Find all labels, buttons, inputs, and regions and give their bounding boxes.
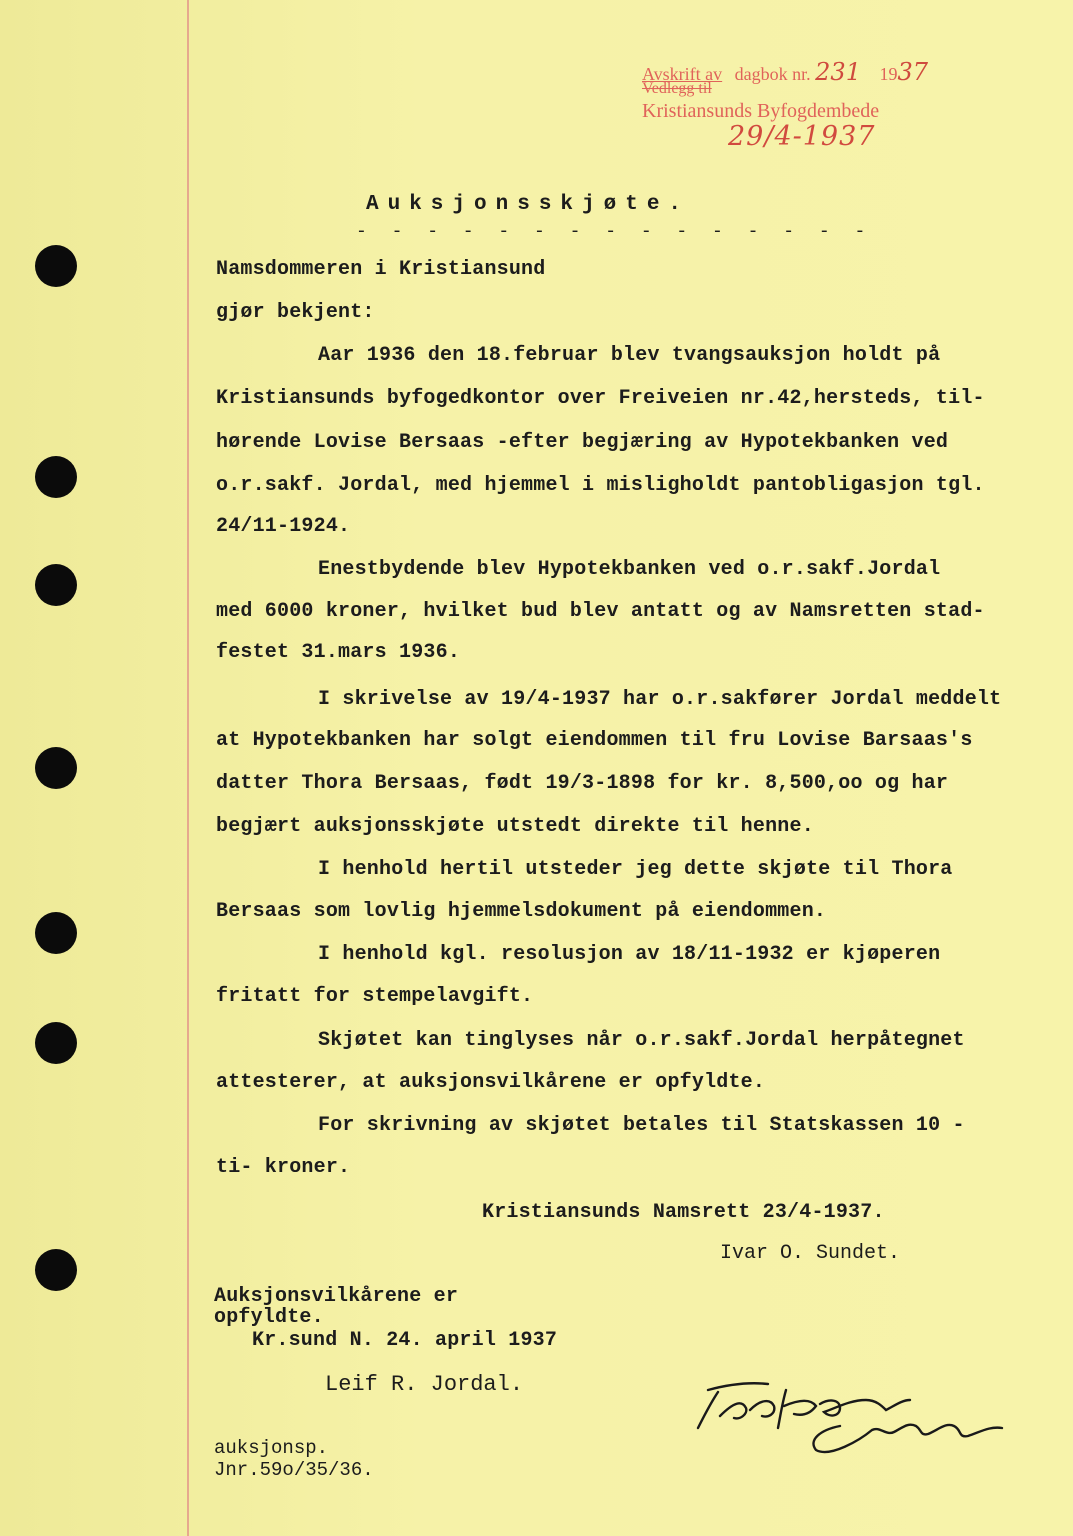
body-line: I henhold hertil utsteder jeg dette skjøte til Thora	[318, 858, 953, 881]
punch-hole	[35, 912, 77, 954]
attest-line: opfyldte.	[214, 1306, 324, 1329]
body-line: o.r.sakf. Jordal, med hjemmel i misligholdt pantobligasjon tgl.	[216, 474, 985, 497]
stamp-dagbok: dagbok nr.	[734, 64, 811, 84]
body-line: ti- kroner.	[216, 1156, 351, 1179]
punch-hole	[35, 747, 77, 789]
body-line: hørende Lovise Bersaas -efter begjæring av Hypotekbanken ved	[216, 431, 949, 454]
body-line: attesterer, at auksjonsvilkårene er opfyldte.	[216, 1071, 766, 1094]
punch-hole	[35, 564, 77, 606]
body-line: datter Thora Bersaas, født 19/3-1898 for kr. 8,500,oo og har	[216, 772, 949, 795]
body-line: I henhold kgl. resolusjon av 18/11-1932 er kjøperen	[318, 943, 941, 966]
footer-line: auksjonsp.	[214, 1437, 329, 1459]
body-line: festet 31.mars 1936.	[216, 641, 461, 664]
body-line: Namsdommeren i Kristiansund	[216, 258, 546, 281]
body-line: Aar 1936 den 18.februar blev tvangsauksjon holdt på	[318, 344, 941, 367]
body-line: Enestbydende blev Hypotekbanken ved o.r.sakf.Jordal	[318, 558, 941, 581]
body-line: at Hypotekbanken har solgt eiendommen til fru Lovise Barsaas's	[216, 729, 973, 752]
attest-line: Auksjonsvilkårene er	[214, 1285, 459, 1308]
body-line: begjært auksjonsskjøte utstedt direkte til henne.	[216, 815, 814, 838]
footer-line: Jnr.59o/35/36.	[214, 1459, 374, 1481]
stamp-line-3: Kristiansunds Byfogdembede	[642, 100, 880, 122]
title-underline: - - - - - - - - - - - - - - -	[356, 222, 873, 242]
margin-rule	[187, 0, 189, 1536]
body-line: fritatt for stempelavgift.	[216, 985, 534, 1008]
body-line: 24/11-1924.	[216, 515, 351, 538]
stamp-line-2: Vedlegg til	[642, 80, 712, 97]
stamp-year-hand: 37	[897, 58, 929, 86]
place-date: Kristiansunds Namsrett 23/4-1937.	[482, 1201, 885, 1224]
body-line: Kristiansunds byfogedkontor over Freiveien nr.42,hersteds, til-	[216, 387, 985, 410]
stamp-year-printed: 19	[879, 64, 898, 84]
body-line: Bersaas som lovlig hjemmelsdokument på eiendommen.	[216, 900, 827, 923]
stamp-date: 29/4-1937	[728, 121, 876, 152]
handwritten-signature	[690, 1370, 1010, 1460]
body-line: Skjøtet kan tinglyses når o.r.sakf.Jordal herpåtegnet	[318, 1029, 965, 1052]
punch-hole	[35, 1022, 77, 1064]
attest-signer: Leif R. Jordal.	[325, 1372, 524, 1397]
punch-hole	[35, 1249, 77, 1291]
stamp-number: 231	[815, 58, 861, 86]
punch-hole	[35, 245, 77, 287]
stamp-prefix: Avskrift av	[642, 64, 723, 84]
body-line: med 6000 kroner, hvilket bud blev antatt og av Namsretten stad-	[216, 600, 985, 623]
document-title: Auksjonsskjøte.	[366, 193, 691, 216]
body-line: gjør bekjent:	[216, 301, 375, 324]
punch-hole	[35, 456, 77, 498]
attest-line: Kr.sund N. 24. april 1937	[252, 1329, 558, 1352]
body-line: For skrivning av skjøtet betales til Statskassen 10 -	[318, 1114, 965, 1137]
body-line: I skrivelse av 19/4-1937 har o.r.sakfører Jordal meddelt	[318, 688, 1002, 711]
signer-name: Ivar O. Sundet.	[720, 1242, 901, 1265]
